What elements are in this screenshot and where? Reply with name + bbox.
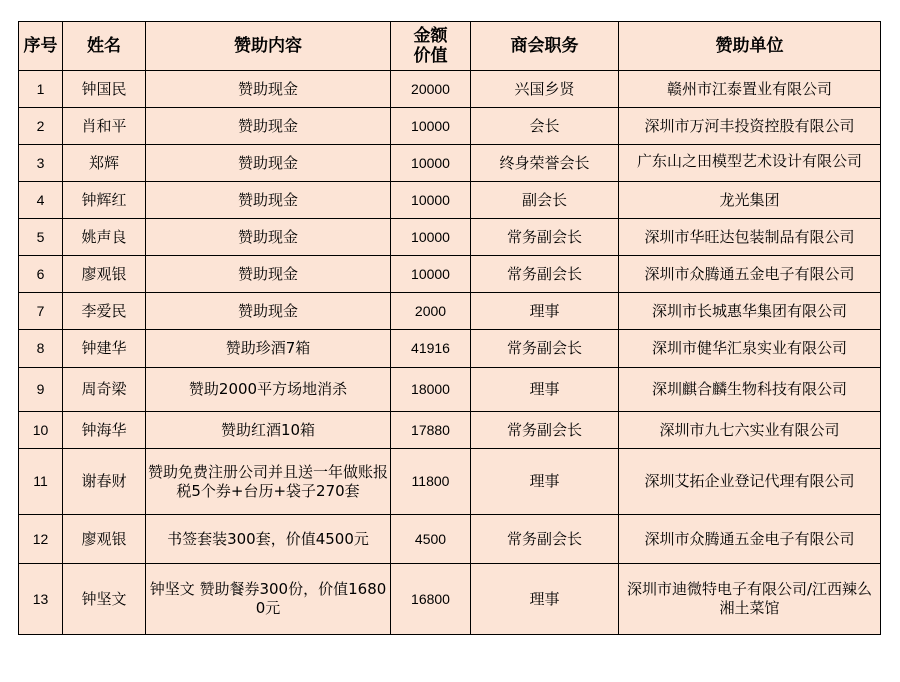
- cell-value: 4500: [391, 515, 471, 564]
- cell-value: 2000: [391, 293, 471, 330]
- cell-value: 16800: [391, 564, 471, 635]
- header-row: [19, 22, 881, 71]
- cell-position: 理事: [471, 449, 619, 515]
- cell-name: 钟辉红: [63, 182, 146, 219]
- cell-unit: 深圳麒合麟生物科技有限公司: [619, 368, 881, 412]
- cell-index: 8: [19, 330, 63, 368]
- cell-name: 周奇梁: [63, 368, 146, 412]
- header-name: 姓名: [63, 22, 146, 71]
- cell-unit: 深圳艾拓企业登记代理有限公司: [619, 449, 881, 515]
- cell-index: 4: [19, 182, 63, 219]
- table-row: [19, 108, 881, 145]
- cell-value: 41916: [391, 330, 471, 368]
- cell-unit: [619, 145, 881, 182]
- header-position: 商会职务: [471, 22, 619, 71]
- cell-index: 12: [19, 515, 63, 564]
- cell-name: 钟国民: [63, 71, 146, 108]
- header-value: [391, 22, 471, 71]
- cell-value: 10000: [391, 182, 471, 219]
- cell-content: 赞助现金: [146, 145, 391, 182]
- cell-content: 赞助珍酒7箱: [146, 330, 391, 368]
- cell-value: 11800: [391, 449, 471, 515]
- header-value-line1: 金额: [413, 26, 448, 46]
- cell-index: 10: [19, 412, 63, 449]
- cell-content: 赞助2000平方场地消杀: [146, 368, 391, 412]
- header-index: 序号: [19, 22, 63, 71]
- cell-index: 11: [19, 449, 63, 515]
- cell-unit: 赣州市江泰置业有限公司: [619, 71, 881, 108]
- cell-value: 10000: [391, 145, 471, 182]
- cell-unit: 深圳市长城惠华集团有限公司: [619, 293, 881, 330]
- cell-position: 常务副会长: [471, 412, 619, 449]
- cell-name: 钟海华: [63, 412, 146, 449]
- table-row: [19, 368, 881, 412]
- cell-content: 赞助现金: [146, 256, 391, 293]
- cell-position: 常务副会长: [471, 515, 619, 564]
- table-row: [19, 330, 881, 368]
- table-row: [19, 293, 881, 330]
- cell-content: 赞助现金: [146, 219, 391, 256]
- cell-position: 终身荣誉会长: [471, 145, 619, 182]
- cell-index: 6: [19, 256, 63, 293]
- cell-content: 赞助现金: [146, 293, 391, 330]
- cell-position: 理事: [471, 564, 619, 635]
- cell-position: 会长: [471, 108, 619, 145]
- table-row: [19, 412, 881, 449]
- table-row: [19, 449, 881, 515]
- cell-value: 17880: [391, 412, 471, 449]
- table-row: [19, 182, 881, 219]
- cell-unit: 深圳市九七六实业有限公司: [619, 412, 881, 449]
- cell-name: 郑辉: [63, 145, 146, 182]
- header-unit: 赞助单位: [619, 22, 881, 71]
- cell-name: 谢春财: [63, 449, 146, 515]
- cell-position: 常务副会长: [471, 330, 619, 368]
- cell-unit: 深圳市迪微特电子有限公司/江西辣么湘土菜馆: [619, 564, 881, 635]
- cell-position: 理事: [471, 368, 619, 412]
- table-row: [19, 256, 881, 293]
- cell-value: 18000: [391, 368, 471, 412]
- cell-name: 钟建华: [63, 330, 146, 368]
- cell-position: 副会长: [471, 182, 619, 219]
- cell-name: 姚声良: [63, 219, 146, 256]
- cell-unit: 深圳市万河丰投资控股有限公司: [619, 108, 881, 145]
- cell-unit: 深圳市众腾通五金电子有限公司: [619, 515, 881, 564]
- cell-content: 赞助现金: [146, 71, 391, 108]
- cell-name: 廖观银: [63, 256, 146, 293]
- table-row: [19, 515, 881, 564]
- cell-unit: 深圳市众腾通五金电子有限公司: [619, 256, 881, 293]
- header-value-line2: 价值: [413, 46, 448, 66]
- cell-position: 理事: [471, 293, 619, 330]
- cell-value: 10000: [391, 256, 471, 293]
- sponsor-table: [18, 21, 881, 635]
- cell-name: 廖观银: [63, 515, 146, 564]
- cell-unit: 龙光集团: [619, 182, 881, 219]
- cell-value: 10000: [391, 108, 471, 145]
- cell-name: 肖和平: [63, 108, 146, 145]
- cell-index: 1: [19, 71, 63, 108]
- header-content: 赞助内容: [146, 22, 391, 71]
- cell-name: 钟坚文: [63, 564, 146, 635]
- cell-index: 5: [19, 219, 63, 256]
- cell-unit-text: 广东山之田模型艺术设计有限公司: [636, 152, 862, 170]
- cell-content: 书签套装300套，价值4500元: [146, 515, 391, 564]
- cell-index: 2: [19, 108, 63, 145]
- cell-value: 10000: [391, 219, 471, 256]
- cell-unit: 深圳市华旺达包装制品有限公司: [619, 219, 881, 256]
- cell-content: 赞助现金: [146, 182, 391, 219]
- cell-name: 李爱民: [63, 293, 146, 330]
- cell-content: 赞助免费注册公司并且送一年做账报税5个券+台历+袋子270套: [146, 449, 391, 515]
- table-row: [19, 564, 881, 635]
- cell-index: 3: [19, 145, 63, 182]
- cell-unit: 深圳市健华汇泉实业有限公司: [619, 330, 881, 368]
- cell-index: 9: [19, 368, 63, 412]
- table-row: [19, 71, 881, 108]
- cell-position: 常务副会长: [471, 256, 619, 293]
- cell-index: 7: [19, 293, 63, 330]
- cell-value: 20000: [391, 71, 471, 108]
- cell-position: 兴国乡贤: [471, 71, 619, 108]
- table-row: [19, 145, 881, 182]
- cell-position: 常务副会长: [471, 219, 619, 256]
- cell-content: 钟坚文 赞助餐券300份，价值16800元: [146, 564, 391, 635]
- cell-index: 13: [19, 564, 63, 635]
- cell-content: 赞助红酒10箱: [146, 412, 391, 449]
- table-row: [19, 219, 881, 256]
- cell-content: 赞助现金: [146, 108, 391, 145]
